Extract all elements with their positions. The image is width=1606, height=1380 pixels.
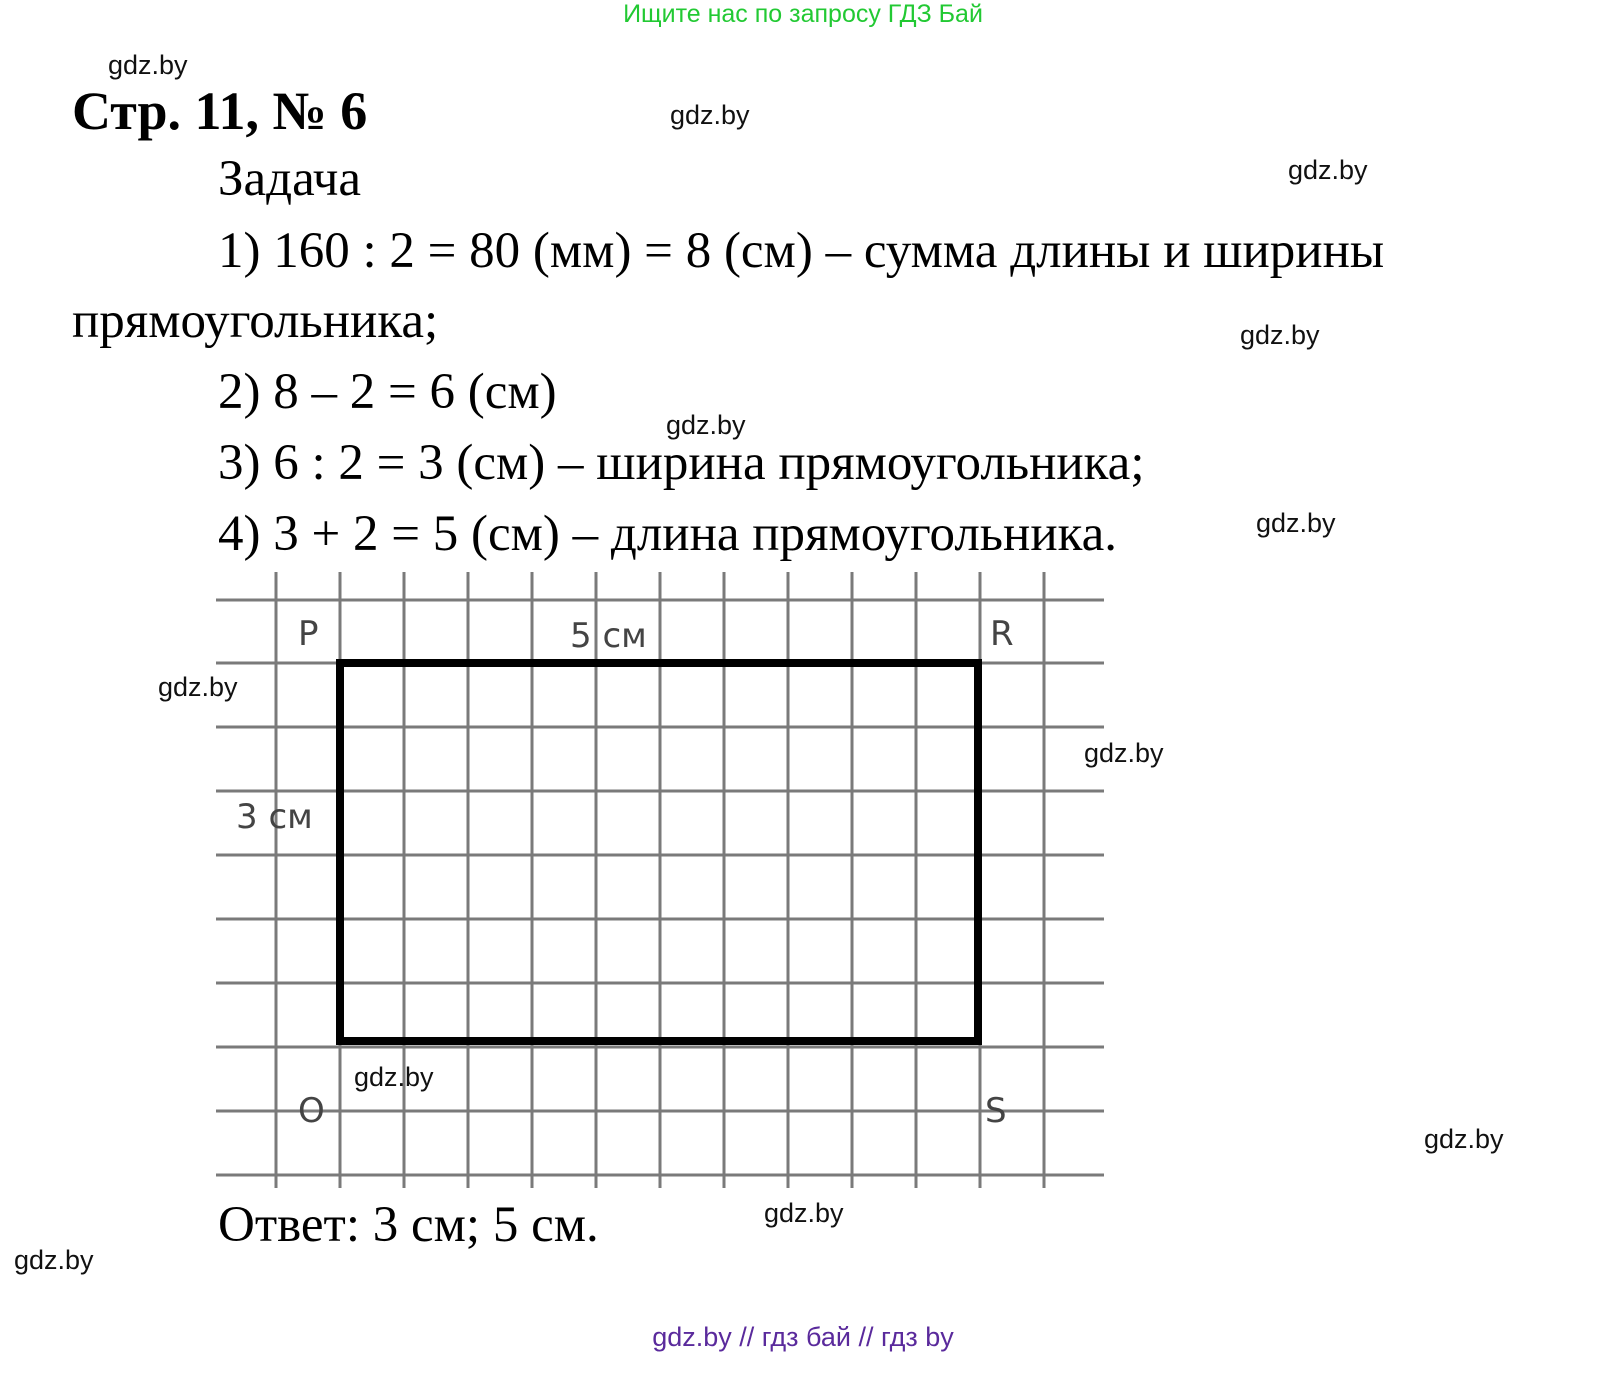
page-title: Стр. 11, № 6 xyxy=(72,81,368,141)
vertex-o-label: O xyxy=(298,1091,325,1131)
watermark: gdz.by xyxy=(354,1062,434,1092)
vertex-s-label: S xyxy=(985,1091,1007,1131)
watermark: gdz.by xyxy=(158,672,238,702)
watermark: gdz.by xyxy=(14,1245,94,1275)
task-heading: Задача xyxy=(218,151,362,207)
step-3: 3) 6 : 2 = 3 (см) – ширина прямоугольника; xyxy=(218,435,1145,491)
watermark: gdz.by xyxy=(1424,1124,1504,1154)
footer-links: gdz.by // гдз бай // гдз by xyxy=(652,1322,954,1352)
height-label: 3 см xyxy=(236,797,313,837)
vertex-r-label: R xyxy=(990,614,1014,654)
step-2: 2) 8 – 2 = 6 (см) xyxy=(218,364,557,420)
step-1-line-2: прямоугольника; xyxy=(72,293,439,349)
watermark: gdz.by xyxy=(670,100,750,130)
vertex-p-label: P xyxy=(298,614,319,654)
width-label: 5 см xyxy=(570,616,647,656)
watermark: gdz.by xyxy=(764,1198,844,1228)
watermark: gdz.by xyxy=(1240,320,1320,350)
watermark: gdz.by xyxy=(1084,738,1164,768)
watermark: gdz.by xyxy=(666,410,746,440)
watermark: gdz.by xyxy=(1288,155,1368,185)
step-4: 4) 3 + 2 = 5 (см) – длина прямоугольника. xyxy=(218,506,1117,562)
watermark: gdz.by xyxy=(108,50,188,80)
answer: Ответ: 3 см; 5 см. xyxy=(218,1197,599,1253)
step-1-line-1: 1) 160 : 2 = 80 (мм) = 8 (см) – сумма длины и ширины xyxy=(218,223,1385,279)
search-banner: Ищите нас по запросу ГДЗ Бай xyxy=(623,0,983,28)
watermark: gdz.by xyxy=(1256,508,1336,538)
